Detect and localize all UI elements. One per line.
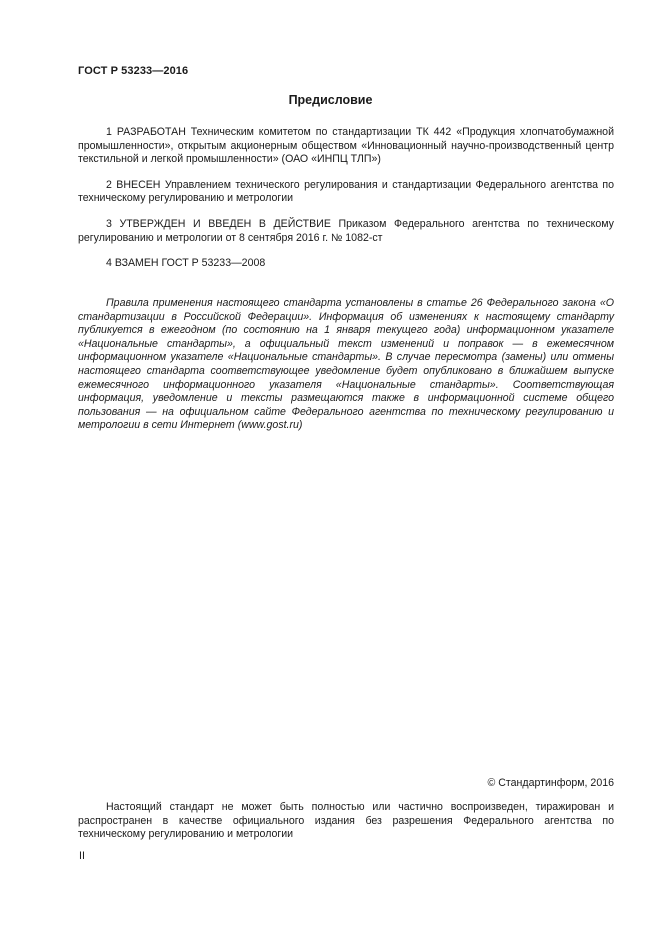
item-number: 1 — [106, 126, 112, 138]
page-title: Предисловие — [288, 93, 373, 107]
item-number: 3 — [106, 217, 112, 230]
item-label: РАЗРАБОТАН — [116, 126, 186, 138]
foreword-item-4 — [78, 257, 614, 271]
application-notice: Правила применения настоящего стандарта установлены в статье 26 Федерального закона «О стандартизации в Российской Федерации». Информация об изменениях к настоящему стандарту публикуется в ежегодном (по состоянию на 1 января текущего года) информационном указателе «Национальные стандарты», а официальный текст изменений и поправок — в ежемесячном информационном указателе «Национальные стандарты». В случае пересмотра (замены) или отмены настоящего стандарта соответствующее уведомление будет опубликовано в ближайшем выпуске ежемесячного информационного указателя «Национальные стандарты». Соответствующая информация, уведомление и тексты размещаются также в информационной системе общего пользования — на официальном сайте Федерального агентства по техническому регулированию и метрологии в сети Интернет (www.gost.ru) — [78, 297, 614, 432]
item-number: 2 — [106, 178, 112, 191]
item-label: ВНЕСЕН — [116, 178, 161, 191]
item-number: 4 — [106, 257, 112, 270]
foreword-item-1 — [78, 126, 614, 167]
page-number: II — [79, 850, 85, 862]
item-text: Приказом Федерального агентства по техническому регулированию и метрологии от 8 сентября 2016 г. № 1082-ст — [78, 217, 614, 244]
item-label: ВЗАМЕН ГОСТ Р 53233—2008 — [114, 257, 266, 270]
copyright: © Стандартинформ, 2016 — [487, 777, 614, 789]
item-label: УТВЕРЖДЕН И ВВЕДЕН В ДЕЙСТВИЕ — [119, 217, 331, 230]
foreword-items — [78, 126, 614, 283]
item-text: Техническим комитетом по стандартизации ТК 442 «Продукция хлопчатобумажной промышленности», открытым акционерным обществом «Инновационный научно-производственный центр текстильной и легкой промышленности» (ОАО «ИНПЦ ТЛП») — [78, 126, 614, 166]
item-text: Управлением технического регулирования и стандартизации Федерального агентства по техническому регулированию и метрологии — [78, 178, 614, 205]
foreword-item-3 — [78, 218, 614, 245]
standard-id: ГОСТ Р 53233—2016 — [78, 65, 189, 77]
reproduction-notice: Настоящий стандарт не может быть полностью или частично воспроизведен, тиражирован и распространен в качестве официального издания без разрешения Федерального агентства по техническому регулированию и метрологии — [78, 801, 614, 841]
foreword-item-2 — [78, 179, 614, 206]
